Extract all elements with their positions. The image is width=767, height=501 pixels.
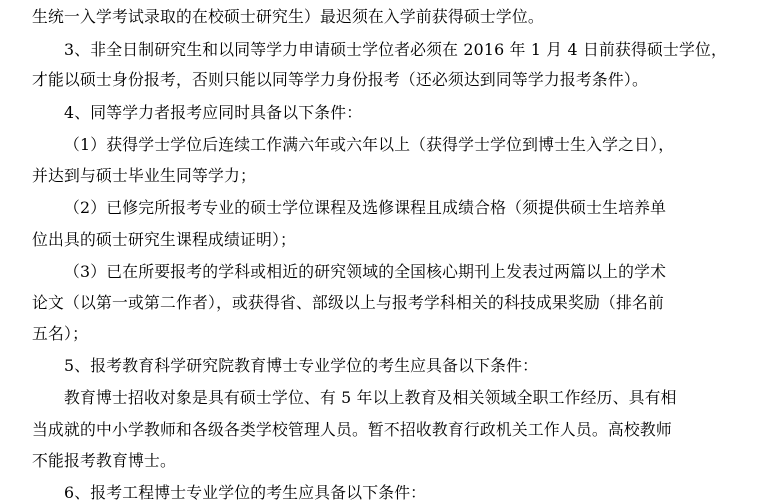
text-line-9: （3）已在所要报考的学科或相近的研究领域的全国核心期刊上发表过两篇以上的学术 <box>64 262 667 281</box>
text-line-10: 论文（以第一或第二作者），或获得省、部级以上与报考学科相关的科技成果奖励（排名前 <box>32 293 664 312</box>
text-line-4: 4、同等学力者报考应同时具备以下条件： <box>64 103 363 122</box>
text-line-5: （1）获得学士学位后连续工作满六年或六年以上（获得学士学位到博士生入学之日）， <box>64 135 675 154</box>
text-line-12: 5、报考教育科学研究院教育博士专业学位的考生应具备以下条件： <box>64 356 539 375</box>
text-line-2: 3、非全日制研究生和以同等学力申请硕士学位者必须在 2016 年 1 月 4 日前获得硕士学位， <box>64 40 727 59</box>
text-line-3: 才能以硕士身份报考，否则只能以同等学力身份报考（还必须达到同等学力报考条件）。 <box>32 70 648 89</box>
text-line-13: 教育博士招收对象是具有硕士学位、有 5 年以上教育及相关领域全职工作经历、具有相 <box>64 388 677 407</box>
text-line-11: 五名）； <box>32 324 89 343</box>
text-line-6: 并达到与硕士毕业生同等学力； <box>32 166 256 185</box>
text-line-14: 当成就的中小学教师和各级各类学校管理人员。暂不招收教育行政机关工作人员。高校教师 <box>32 420 672 439</box>
text-line-15: 不能报考教育博士。 <box>32 451 176 470</box>
text-line-8: 位出具的硕士研究生课程成绩证明）； <box>32 230 297 249</box>
text-line-16: 6、报考工程博士专业学位的考生应具备以下条件： <box>64 483 427 501</box>
text-line-7: （2）已修完所报考专业的硕士学位课程及选修课程且成绩合格（须提供硕士生培养单 <box>64 198 667 217</box>
text-line-1: 生统一入学考试录取的在校硕士研究生）最迟须在入学前获得硕士学位。 <box>32 7 544 26</box>
